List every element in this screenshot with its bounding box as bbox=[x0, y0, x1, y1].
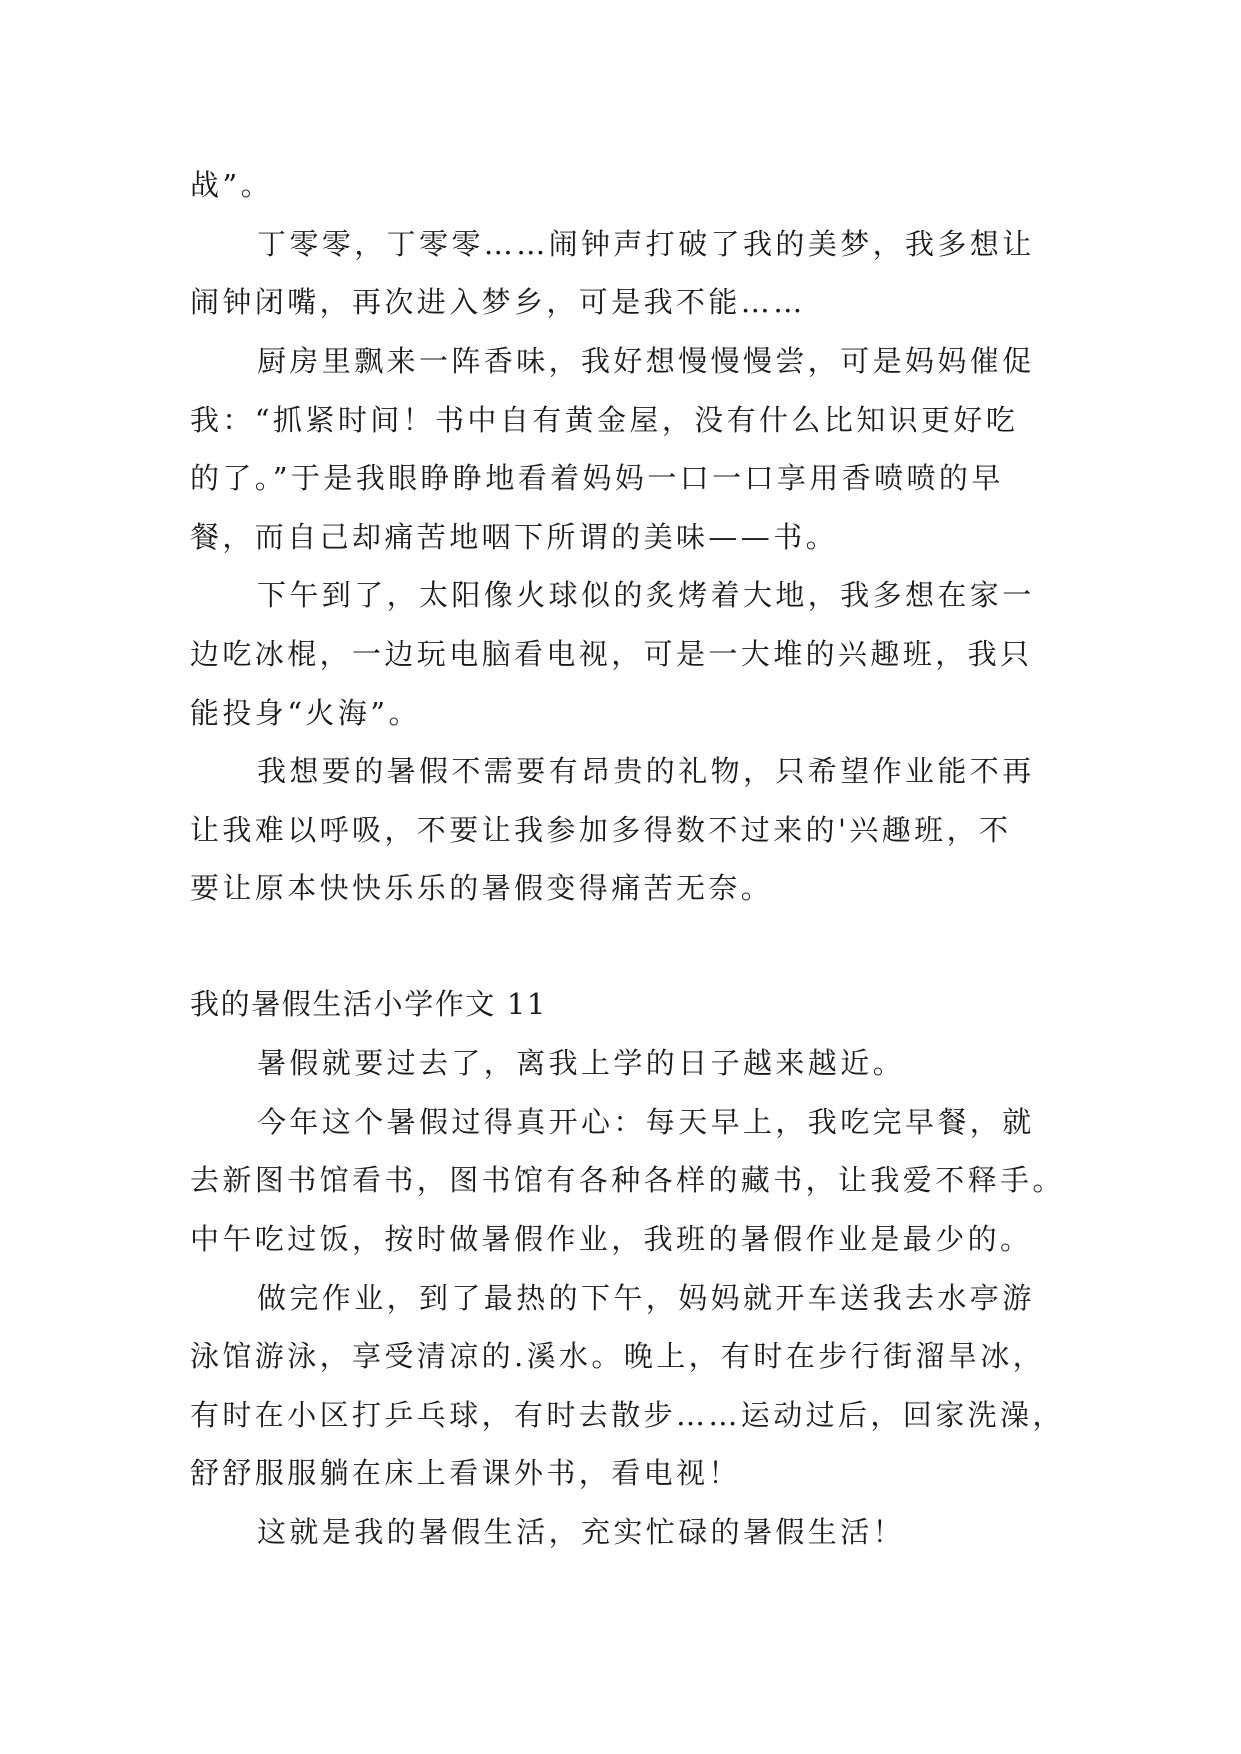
text-line: 战”。 bbox=[190, 168, 274, 202]
text-line: 能投身“火海”。 bbox=[190, 696, 421, 730]
text-line: 这就是我的暑假生活，充实忙碌的暑假生活！ bbox=[257, 1515, 906, 1549]
text-line: 去新图书馆看书，图书馆有各种各样的藏书，让我爱不释手。 bbox=[190, 1163, 1065, 1197]
text-line: 有时在小区打乒乓球，有时去散步……运动过后，回家洗澡， bbox=[190, 1398, 1065, 1432]
text-line: 让我难以呼吸，不要让我参加多得数不过来的'兴趣班，不 bbox=[190, 813, 1012, 847]
text-line: 中午吃过饭，按时做暑假作业，我班的暑假作业是最少的。 bbox=[190, 1222, 1033, 1256]
text-line: 闹钟闭嘴，再次进入梦乡，可是我不能…… bbox=[190, 285, 806, 319]
text-line: 我想要的暑假不需要有昂贵的礼物，只希望作业能不再 bbox=[257, 754, 1035, 788]
text-line: 下午到了，太阳像火球似的炙烤着大地，我多想在家一 bbox=[257, 578, 1035, 612]
text-line: 餐，而自己却痛苦地咽下所谓的美味——书。 bbox=[190, 520, 839, 554]
text-line: 厨房里飘来一阵香味，我好想慢慢慢尝，可是妈妈催促 bbox=[257, 344, 1035, 378]
text-line: 泳馆游泳，享受清凉的.溪水。晚上，有时在步行街溜旱冰， bbox=[190, 1339, 1046, 1373]
text-line: 我：“抓紧时间！书中自有黄金屋，没有什么比知识更好吃 bbox=[190, 403, 1019, 437]
text-line: 丁零零，丁零零……闹钟声打破了我的美梦，我多想让 bbox=[257, 227, 1035, 261]
text-line: 做完作业，到了最热的下午，妈妈就开车送我去水亭游 bbox=[257, 1281, 1035, 1315]
text-line: 舒舒服服躺在床上看课外书，看电视！ bbox=[190, 1456, 741, 1490]
text-line: 要让原本快快乐乐的暑假变得痛苦无奈。 bbox=[190, 871, 774, 905]
text-line: 暑假就要过去了，离我上学的日子越来越近。 bbox=[257, 1046, 906, 1080]
text-line: 的了。”于是我眼睁睁地看着妈妈一口一口享用香喷喷的早 bbox=[190, 461, 1004, 495]
section-title: 我的暑假生活小学作文 11 bbox=[190, 987, 547, 1021]
text-line: 今年这个暑假过得真开心：每天早上，我吃完早餐，就 bbox=[257, 1105, 1035, 1139]
text-line: 边吃冰棍，一边玩电脑看电视，可是一大堆的兴趣班，我只 bbox=[190, 637, 1033, 671]
